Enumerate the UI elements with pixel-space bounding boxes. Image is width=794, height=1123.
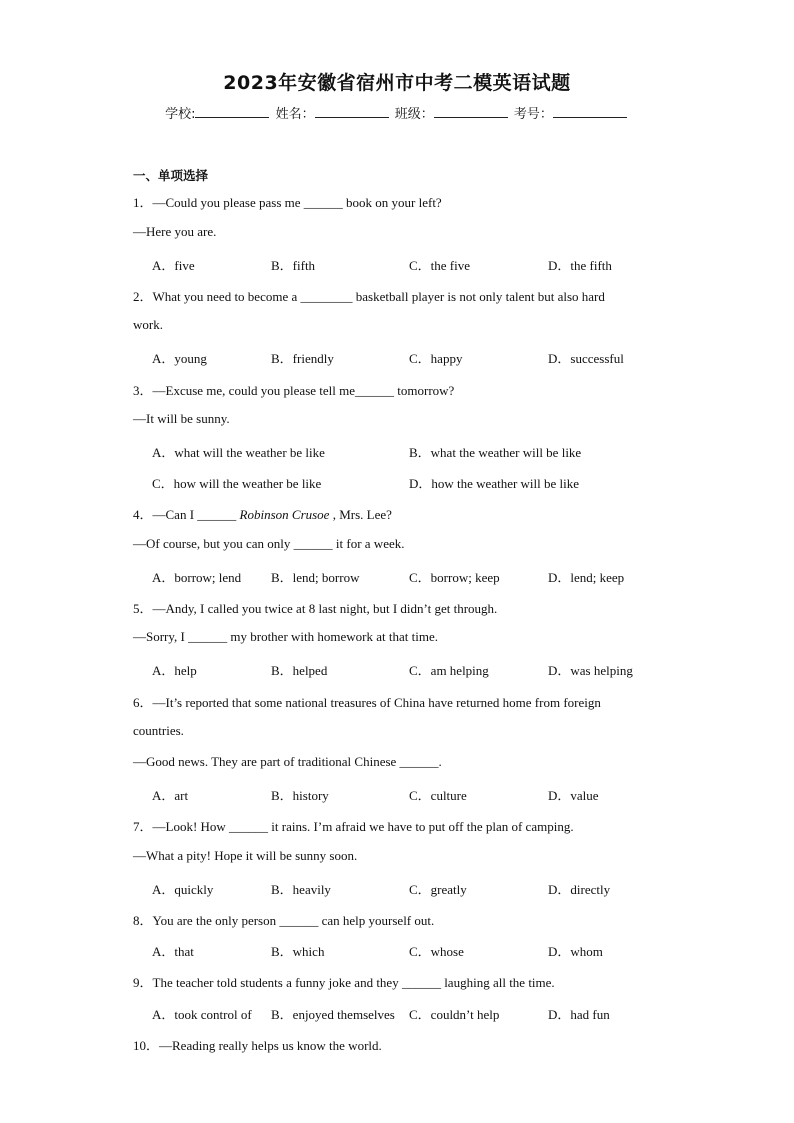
- question-3-reply: —It will be sunny.: [133, 411, 230, 426]
- school-label: 学校:: [165, 107, 196, 122]
- q8-option-c[interactable]: C．whose: [409, 944, 464, 959]
- q1-option-a[interactable]: A．five: [152, 258, 195, 273]
- question-2-cont: work.: [133, 317, 163, 332]
- question-6-cont: countries.: [133, 723, 184, 738]
- question-4-start: 4．—Can I ______: [133, 507, 240, 522]
- question-8: 8．You are the only person ______ can help yourself out.: [133, 913, 435, 928]
- number-blank[interactable]: [553, 105, 627, 118]
- q4-option-d[interactable]: D．lend; keep: [548, 570, 625, 585]
- question-9: 9．The teacher told students a funny joke and they ______ laughing all the time.: [133, 975, 555, 990]
- q9-option-d[interactable]: D．had fun: [548, 1007, 610, 1022]
- question-4: [133, 504, 392, 523]
- book-title: Robinson Crusoe: [239, 507, 330, 522]
- question-7: 7．—Look! How ______ it rains. I’m afraid we have to put off the plan of camping.: [133, 819, 574, 834]
- question-3: 3．—Excuse me, could you please tell me______ tomorrow?: [133, 383, 455, 398]
- q8-option-a[interactable]: A．that: [152, 944, 194, 959]
- question-4-end: , Mrs. Lee?: [329, 507, 392, 522]
- q1-option-d[interactable]: D．the fifth: [548, 258, 612, 273]
- q7-option-a[interactable]: A．quickly: [152, 882, 214, 897]
- q9-option-a[interactable]: A．took control of: [152, 1007, 252, 1022]
- q5-option-c[interactable]: C．am helping: [409, 663, 489, 678]
- name-label: 姓名：: [275, 107, 315, 122]
- question-6-reply: —Good news. They are part of traditional Chinese ______.: [133, 754, 442, 769]
- q7-option-c[interactable]: C．greatly: [409, 882, 467, 897]
- q5-option-a[interactable]: A．help: [152, 663, 197, 678]
- q1-option-b[interactable]: B．fifth: [271, 258, 316, 273]
- q3-option-c[interactable]: C．how will the weather be like: [152, 476, 322, 491]
- q4-option-a[interactable]: A．borrow; lend: [152, 570, 242, 585]
- question-2: 2．What you need to become a ________ basketball player is not only talent but also hard: [133, 289, 605, 304]
- q4-option-b[interactable]: B．lend; borrow: [271, 570, 360, 585]
- name-blank[interactable]: [315, 105, 389, 118]
- q6-option-a[interactable]: A．art: [152, 788, 189, 803]
- question-1: 1．—Could you please pass me ______ book on your left?: [133, 195, 442, 210]
- q9-option-c[interactable]: C．couldn’t help: [409, 1007, 500, 1022]
- q8-option-b[interactable]: B．which: [271, 944, 325, 959]
- q7-option-d[interactable]: D．directly: [548, 882, 611, 897]
- question-1-reply: —Here you are.: [133, 224, 217, 239]
- page-title: 2023年安徽省宿州市中考二模英语试题: [223, 72, 571, 94]
- q3-option-a[interactable]: A．what will the weather be like: [152, 445, 325, 460]
- q2-option-a[interactable]: A．young: [152, 351, 207, 366]
- q1-option-c[interactable]: C．the five: [409, 258, 471, 273]
- q3-option-b[interactable]: B．what the weather will be like: [409, 445, 582, 460]
- q6-option-b[interactable]: B．history: [271, 788, 329, 803]
- number-label: 考号：: [513, 107, 553, 122]
- q3-option-d[interactable]: D．how the weather will be like: [409, 476, 580, 491]
- q4-option-c[interactable]: C．borrow; keep: [409, 570, 500, 585]
- q5-option-b[interactable]: B．helped: [271, 663, 328, 678]
- q8-option-d[interactable]: D．whom: [548, 944, 603, 959]
- question-4-reply: —Of course, but you can only ______ it for a week.: [133, 536, 405, 551]
- q2-option-b[interactable]: B．friendly: [271, 351, 334, 366]
- question-5: 5．—Andy, I called you twice at 8 last night, but I didn’t get through.: [133, 601, 498, 616]
- question-5-reply: —Sorry, I ______ my brother with homework at that time.: [133, 629, 438, 644]
- q6-option-d[interactable]: D．value: [548, 788, 599, 803]
- q7-option-b[interactable]: B．heavily: [271, 882, 331, 897]
- q5-option-d[interactable]: D．was helping: [548, 663, 633, 678]
- student-info-row: [0, 103, 794, 122]
- question-7-reply: —What a pity! Hope it will be sunny soon.: [133, 848, 358, 863]
- q2-option-d[interactable]: D．successful: [548, 351, 624, 366]
- q2-option-c[interactable]: C．happy: [409, 351, 463, 366]
- section-heading: 一、单项选择: [133, 168, 209, 183]
- q6-option-c[interactable]: C．culture: [409, 788, 467, 803]
- class-blank[interactable]: [434, 105, 508, 118]
- q9-option-b[interactable]: B．enjoyed themselves: [271, 1007, 395, 1022]
- class-label: 班级：: [394, 107, 434, 122]
- question-6: 6．—It’s reported that some national treasures of China have returned home from foreign: [133, 695, 601, 710]
- school-blank[interactable]: [195, 105, 269, 118]
- question-10: 10．—Reading really helps us know the world.: [133, 1038, 382, 1053]
